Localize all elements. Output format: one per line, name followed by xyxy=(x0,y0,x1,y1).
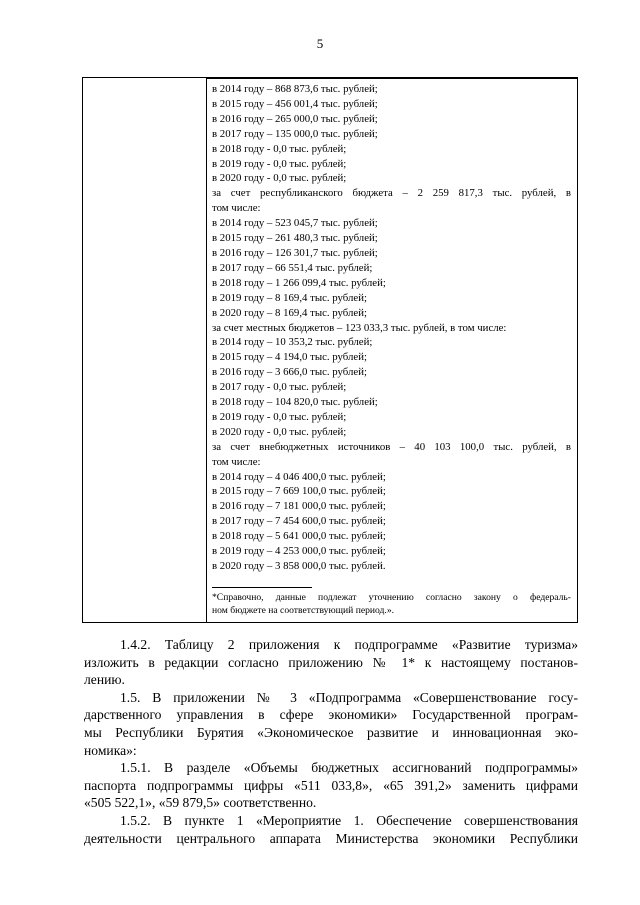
funding-line: в 2019 году – 8 169,4 тыс. рублей; xyxy=(212,291,367,304)
funding-line: за счет республиканского бюджета – 2 259 817,3 тыс. рублей, в xyxy=(212,187,571,200)
footnote-separator xyxy=(212,587,312,588)
page-number: 5 xyxy=(316,36,324,51)
paragraph-line: лению. xyxy=(84,672,125,688)
funding-line: в 2017 году – 7 454 600,0 тыс. рублей; xyxy=(212,515,386,528)
funding-line: в 2014 году – 868 873,6 тыс. рублей; xyxy=(212,83,378,95)
funding-line: в 2020 году – 3 858 000,0 тыс. рублей. xyxy=(212,560,386,572)
funding-line: в 2017 году – 66 551,4 тыс. рублей; xyxy=(212,261,373,274)
funding-line: в 2018 году – 1 266 099,4 тыс. рублей; xyxy=(212,276,386,289)
funding-line: том числе: xyxy=(212,202,261,215)
paragraph-line: «505 522,1», «59 879,5» соответственно. xyxy=(84,795,317,811)
paragraph xyxy=(84,636,578,689)
paragraph-line: изложить в редакции согласно приложению № 1* к настоящему постанов- xyxy=(84,654,578,670)
funding-line: в 2016 году – 7 181 000,0 тыс. рублей; xyxy=(212,500,386,513)
table-right-cell xyxy=(207,78,577,622)
paragraph-line: дарственного управления в сфере экономики» Государственной програм- xyxy=(84,707,578,723)
funding-line: в 2020 году - 0,0 тыс. рублей; xyxy=(212,425,347,438)
paragraph xyxy=(84,689,578,759)
funding-line: в 2017 году – 135 000,0 тыс. рублей; xyxy=(212,127,378,140)
funding-line: в 2014 году – 4 046 400,0 тыс. рублей; xyxy=(212,470,386,483)
funding-line: в 2014 году – 10 353,2 тыс. рублей; xyxy=(212,336,373,349)
funding-line: в 2015 году – 261 480,3 тыс. рублей; xyxy=(212,232,378,245)
funding-line: в 2017 году - 0,0 тыс. рублей; xyxy=(212,381,347,394)
funding-line: за счет местных бюджетов – 123 033,3 тыс. рублей, в том числе: xyxy=(212,321,507,334)
footnote xyxy=(212,591,571,617)
paragraph-line: паспорта подпрограммы цифры «511 033,8», «65 391,2» заменить цифрами xyxy=(84,777,578,793)
funding-line: в 2015 году – 7 669 100,0 тыс. рублей; xyxy=(212,485,386,498)
funding-line: в 2019 году - 0,0 тыс. рублей; xyxy=(212,157,347,170)
paragraph xyxy=(84,812,578,847)
funding-line: в 2018 году – 104 820,0 тыс. рублей; xyxy=(212,396,378,409)
footnote-line: ном бюджете на соответствующий период.». xyxy=(212,605,395,616)
funding-line: в 2018 году – 5 641 000,0 тыс. рублей; xyxy=(212,530,386,543)
funding-line: за счет внебюджетных источников – 40 103 100,0 тыс. рублей, в xyxy=(212,440,571,453)
paragraph-line: 1.4.2. Таблицу 2 приложения к подпрограмме «Развитие туризма» xyxy=(120,637,578,652)
paragraph-line: номика»: xyxy=(84,742,137,758)
footnote-line: *Справочно, данные подлежат уточнению согласно закону о федераль- xyxy=(212,592,571,603)
paragraph-line: 1.5.2. В пункте 1 «Мероприятие 1. Обеспечение совершенствования xyxy=(120,812,578,828)
paragraph xyxy=(84,759,578,812)
funding-line: том числе: xyxy=(212,455,261,468)
funding-table xyxy=(82,77,578,623)
funding-line: в 2020 году - 0,0 тыс. рублей; xyxy=(212,172,347,185)
funding-line: в 2019 году - 0,0 тыс. рублей; xyxy=(212,410,347,423)
funding-line: в 2018 году - 0,0 тыс. рублей; xyxy=(212,142,347,155)
funding-line: в 2016 году – 265 000,0 тыс. рублей; xyxy=(212,112,378,125)
paragraph-line: деятельности центрального аппарата Министерства экономики Республики xyxy=(84,830,578,846)
paragraph-line: 1.5. В приложении № 3 «Подпрограмма «Совершенствование госу- xyxy=(120,689,578,705)
body-text xyxy=(84,636,578,847)
funding-line: в 2016 году – 126 301,7 тыс. рублей; xyxy=(212,246,378,259)
funding-line: в 2015 году – 456 001,4 тыс. рублей; xyxy=(212,97,378,110)
paragraph-line: 1.5.1. В разделе «Объемы бюджетных ассигнований подпрограммы» xyxy=(120,760,578,776)
paragraph-line: мы Республики Бурятия «Экономическое развитие и инновационная эко- xyxy=(84,724,578,740)
table-left-cell xyxy=(83,78,207,622)
funding-line: в 2014 году – 523 045,7 тыс. рублей; xyxy=(212,217,378,230)
funding-line: в 2015 году – 4 194,0 тыс. рублей; xyxy=(212,351,367,364)
funding-line: в 2019 году – 4 253 000,0 тыс. рублей; xyxy=(212,545,386,558)
funding-lines xyxy=(212,82,571,574)
funding-line: в 2016 году – 3 666,0 тыс. рублей; xyxy=(212,366,367,379)
funding-line: в 2020 году – 8 169,4 тыс. рублей; xyxy=(212,306,367,319)
